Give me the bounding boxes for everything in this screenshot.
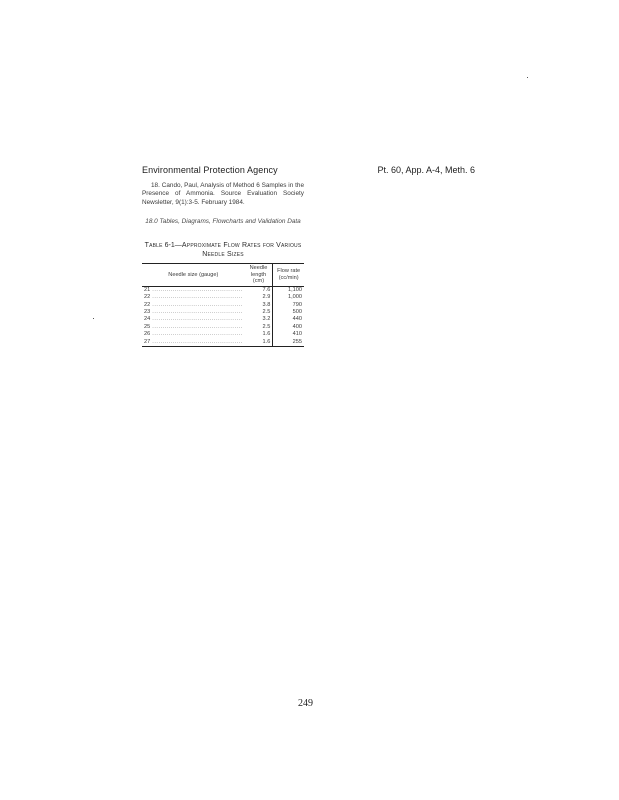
cell-flow-rate: 1,000: [273, 294, 304, 301]
header-needle-length: Needle length (cm): [245, 264, 273, 287]
cell-needle-size-value: 21: [144, 286, 151, 293]
cell-needle-size-value: 27: [144, 338, 151, 345]
cell-needle-size: [142, 286, 245, 294]
cell-needle-size: [142, 316, 245, 323]
cell-needle-size-value: 25: [144, 323, 151, 330]
cell-needle-size: [142, 339, 245, 347]
table-title-caption: —Approximate Flow Rates for Various Needle Sizes: [174, 242, 302, 258]
table-row: [142, 331, 304, 338]
table-row: [142, 324, 304, 331]
dot-leader: ............................................: [150, 286, 243, 293]
section-heading: 18.0 Tables, Diagrams, Flowcharts and Validation Data: [145, 218, 301, 225]
dot-leader: ............................................: [150, 309, 243, 315]
dot-leader: ............................................: [150, 338, 243, 345]
dot-leader: ............................................: [150, 323, 243, 330]
cell-needle-length: 1.6: [245, 339, 273, 347]
table-row: [142, 294, 304, 301]
running-header-section: Pt. 60, App. A-4, Meth. 6: [377, 165, 475, 175]
dot-leader: ............................................: [150, 301, 243, 308]
header-needle-size: Needle size (gauge): [142, 264, 245, 287]
cell-needle-size: [142, 331, 245, 338]
cell-flow-rate: 1,100: [273, 286, 304, 294]
table-row: [142, 339, 304, 347]
header-flow-rate: Flow rate (cc/min): [273, 264, 304, 287]
cell-needle-size: [142, 302, 245, 309]
cell-needle-size-value: 22: [144, 294, 151, 301]
table-row: [142, 286, 304, 294]
cell-flow-rate: 500: [273, 309, 304, 316]
cell-flow-rate: 410: [273, 331, 304, 338]
dot-leader: ............................................: [150, 316, 243, 323]
cell-needle-size-value: 26: [144, 331, 151, 338]
cell-needle-size: [142, 294, 245, 301]
scan-speck: [527, 77, 528, 78]
cell-flow-rate: 790: [273, 302, 304, 309]
table-row: [142, 302, 304, 309]
cell-needle-length: 2.9: [262, 294, 271, 301]
scan-speck: [93, 318, 94, 319]
table-row: [142, 309, 304, 316]
table-title-number: 6-1: [164, 242, 175, 249]
cell-needle-length: 7.6: [262, 286, 271, 293]
cell-needle-size-value: 22: [144, 301, 151, 308]
cell-needle-length: 2.5: [262, 323, 271, 330]
page-number: 249: [298, 698, 313, 709]
cell-needle-size-value: 23: [144, 309, 151, 315]
table-row: [142, 316, 304, 323]
cell-flow-rate: 255: [273, 339, 304, 347]
cell-needle-length: 3.8: [262, 301, 271, 308]
reference-paragraph: 18. Cando, Paul, Analysis of Method 6 Samples in the Presence of Ammonia. Source Evaluation Society Newsletter, 9(1):3-5. February 1984.: [142, 182, 304, 206]
running-header-agency: Environmental Protection Agency: [142, 165, 278, 175]
dot-leader: ............................................: [150, 294, 243, 301]
cell-needle-size-value: 24: [144, 316, 151, 323]
cell-flow-rate: 440: [273, 316, 304, 323]
cell-needle-size: [142, 309, 245, 316]
table-title: [142, 241, 304, 259]
dot-leader: ............................................: [150, 331, 243, 338]
cell-needle-length: 3.2: [262, 316, 271, 323]
cell-needle-length: 2.5: [262, 309, 271, 315]
cell-needle-size: [142, 324, 245, 331]
flow-rate-table: [142, 263, 304, 347]
cell-needle-length: 1.6: [262, 331, 271, 338]
table-title-prefix: Table: [144, 242, 163, 249]
table-body: [142, 286, 304, 346]
table-header-row: [142, 264, 304, 287]
cell-flow-rate: 400: [273, 324, 304, 331]
